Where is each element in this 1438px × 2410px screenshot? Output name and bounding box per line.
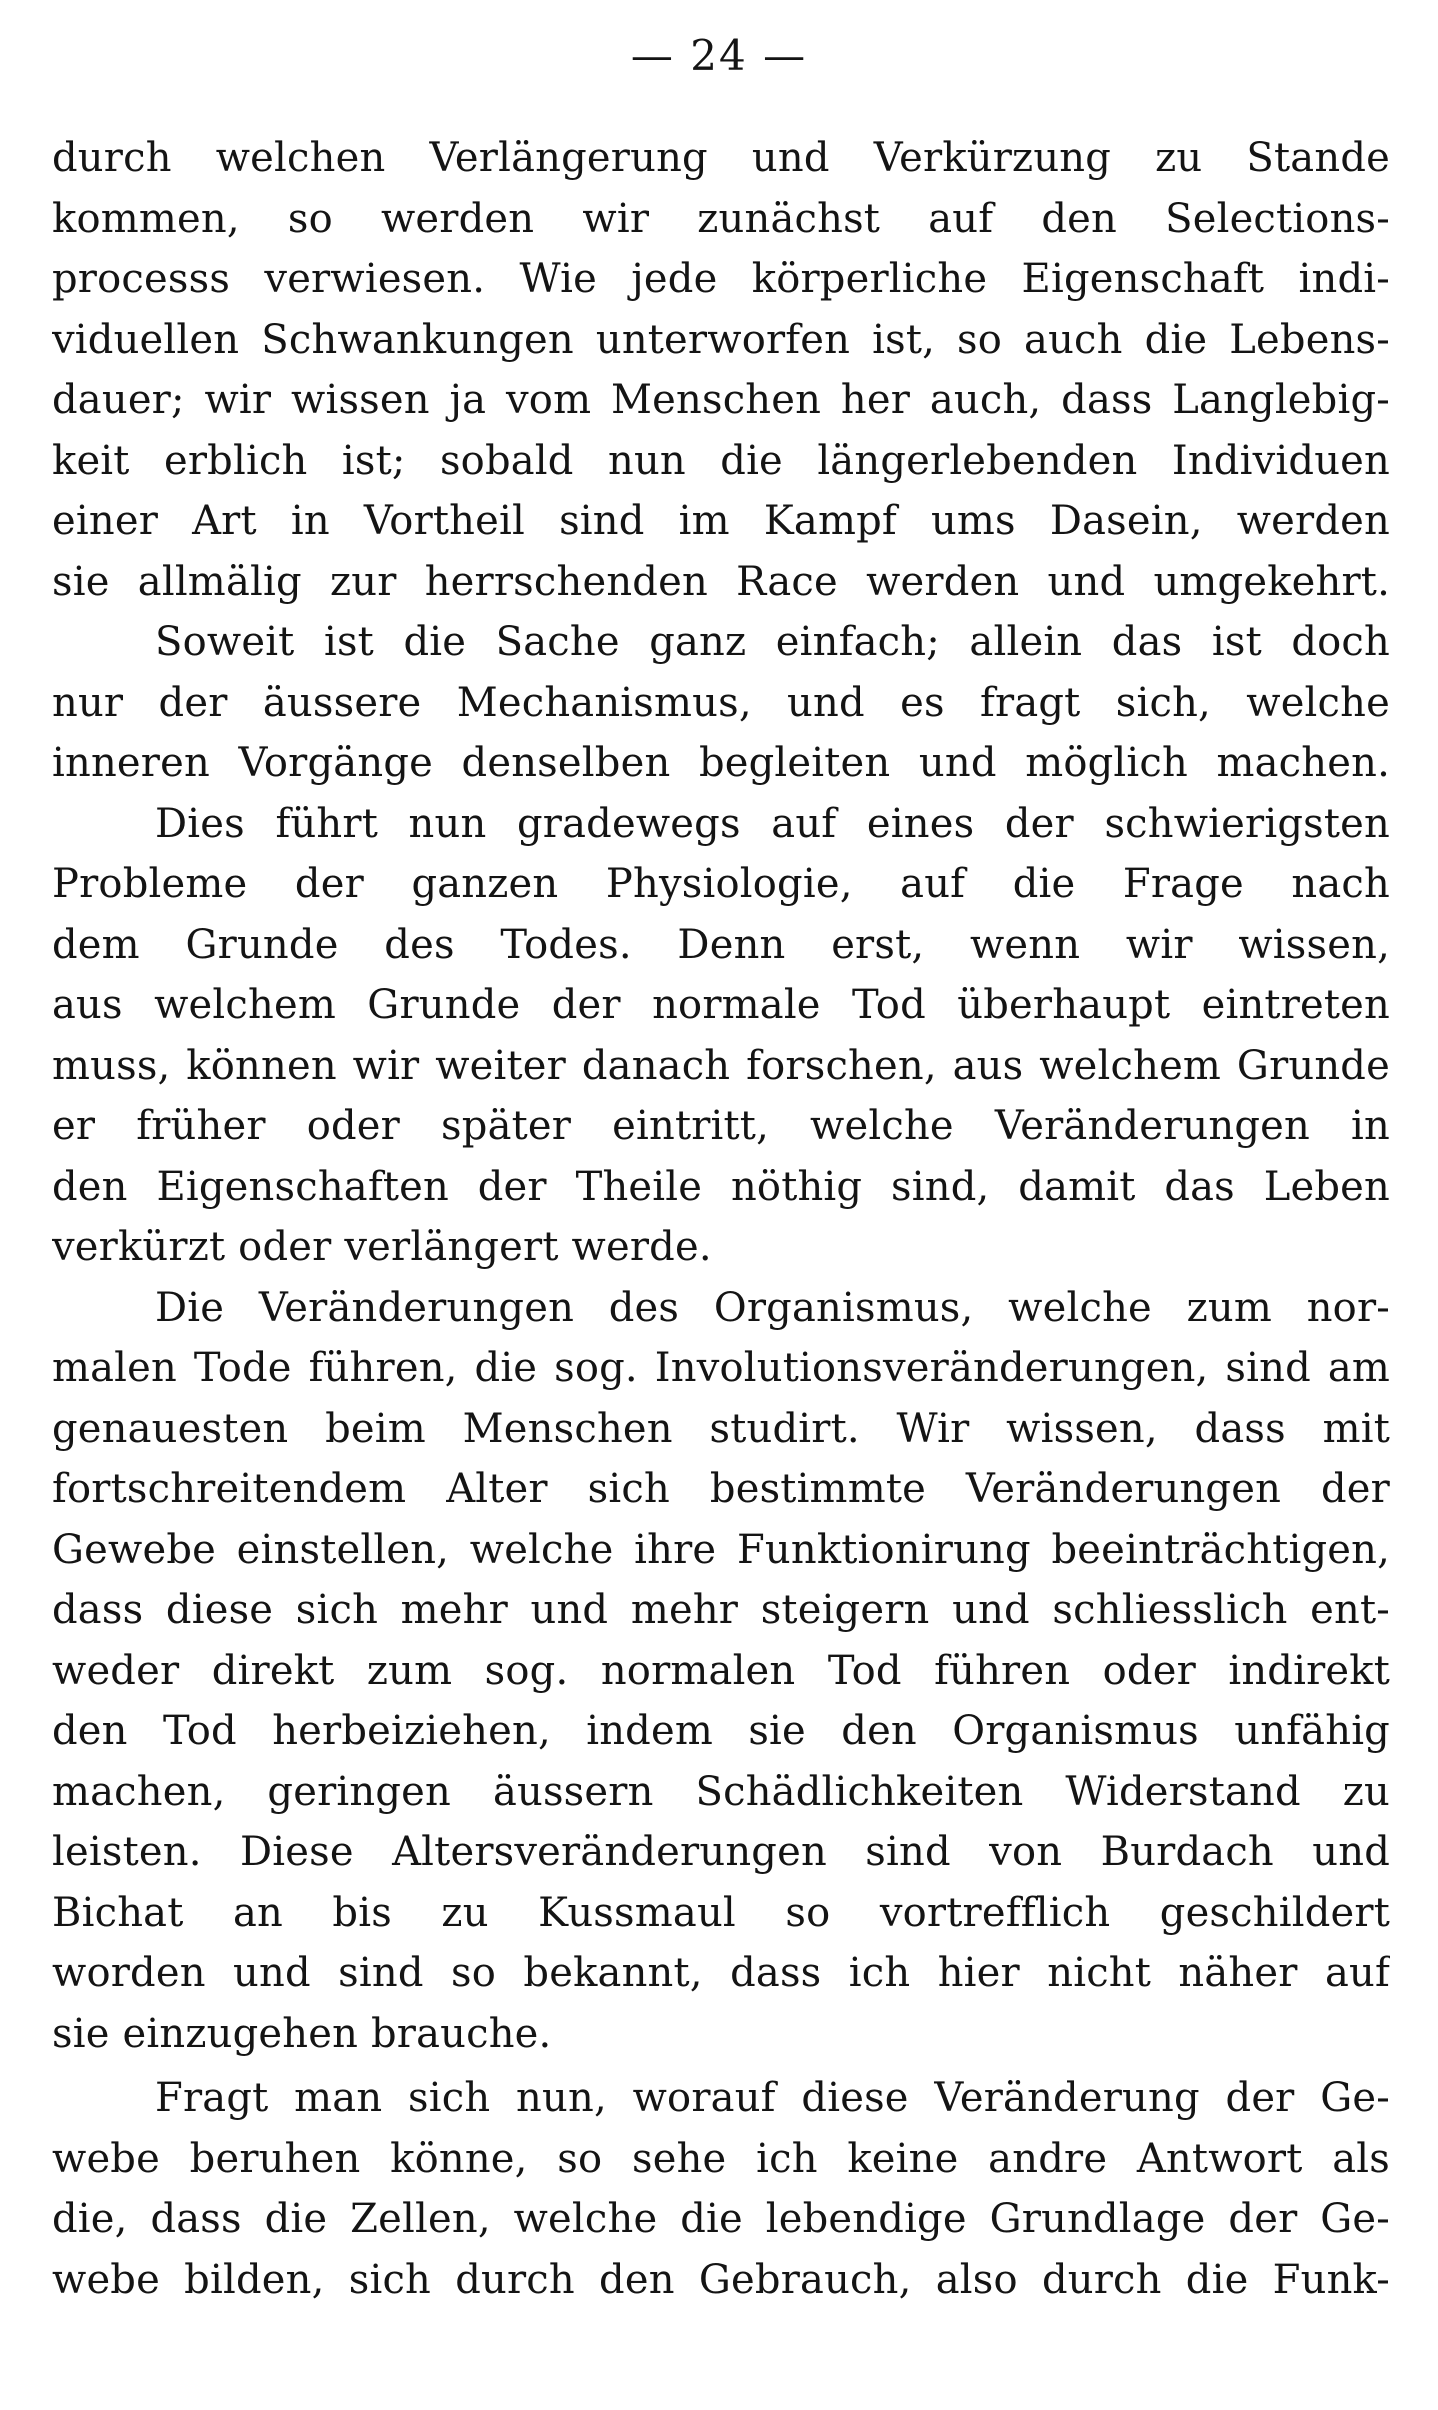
- text-line: weder direkt zum sog. normalen Tod führen oder indirekt: [52, 1647, 1390, 1694]
- text-line: kommen, so werden wir zunächst auf den Selections-: [52, 195, 1390, 242]
- text-line: durch welchen Verlängerung und Verkürzung zu Stande: [52, 135, 1390, 181]
- body-text: [52, 128, 1390, 2310]
- text-line: webe beruhen könne, so sehe ich keine andre Antwort als: [52, 2135, 1390, 2182]
- text-line: processs verwiesen. Wie jede körperliche Eigenschaft indi-: [52, 256, 1390, 302]
- text-line: die, dass die Zellen, welche die lebendige Grundlage der Ge-: [52, 2196, 1390, 2242]
- text-line: Die Veränderungen des Organismus, welche zum nor-: [155, 1284, 1390, 1331]
- text-line: muss, können wir weiter danach forschen, aus welchem Grunde: [52, 1042, 1390, 1089]
- text-line: Fragt man sich nun, worauf diese Veränderung der Ge-: [155, 2075, 1390, 2121]
- text-line: malen Tode führen, die sog. Involutionsveränderungen, sind am: [52, 1345, 1390, 1391]
- text-line: webe bilden, sich durch den Gebrauch, also durch die Funk-: [52, 2256, 1390, 2303]
- text-line: dem Grunde des Todes. Denn erst, wenn wir wissen,: [52, 921, 1390, 968]
- text-line: den Eigenschaften der Theile nöthig sind, damit das Leben: [52, 1163, 1390, 1210]
- text-line: Soweit ist die Sache ganz einfach; allein das ist doch: [155, 619, 1390, 665]
- text-line: Probleme der ganzen Physiologie, auf die Frage nach: [52, 861, 1390, 907]
- text-line: keit erblich ist; sobald nun die längerlebenden Individuen: [52, 437, 1390, 484]
- text-line: sie einzugehen brauche.: [52, 2010, 552, 2057]
- text-line: machen, geringen äussern Schädlichkeiten Widerstand zu: [52, 1768, 1390, 1815]
- text-line: nur der äussere Mechanismus, und es fragt sich, welche: [52, 679, 1390, 726]
- text-line: leisten. Diese Altersveränderungen sind von Burdach und: [52, 1829, 1390, 1875]
- text-line: fortschreitendem Alter sich bestimmte Veränderungen der: [52, 1466, 1390, 1512]
- text-line: aus welchem Grunde der normale Tod überhaupt eintreten: [52, 982, 1390, 1028]
- text-line: verkürzt oder verlängert werde.: [52, 1224, 712, 1270]
- text-line: genauesten beim Menschen studirt. Wir wissen, dass mit: [52, 1405, 1390, 1452]
- text-line: den Tod herbeiziehen, indem sie den Organismus unfähig: [52, 1708, 1390, 1754]
- text-line: inneren Vorgänge denselben begleiten und möglich machen.: [52, 740, 1390, 786]
- text-line: Dies führt nun gradewegs auf eines der schwierigsten: [155, 800, 1390, 847]
- text-line: viduellen Schwankungen unterworfen ist, so auch die Lebens-: [52, 316, 1390, 363]
- page-number: — 24 —: [630, 31, 808, 80]
- text-line: Bichat an bis zu Kussmaul so vortrefflich geschildert: [52, 1889, 1390, 1936]
- text-line: einer Art in Vortheil sind im Kampf ums Dasein, werden: [52, 498, 1390, 544]
- text-line: worden und sind so bekannt, dass ich hier nicht näher auf: [52, 1950, 1390, 1996]
- text-line: sie allmälig zur herrschenden Race werden und umgekehrt.: [52, 558, 1390, 605]
- text-line: Gewebe einstellen, welche ihre Funktionirung beeinträchtigen,: [52, 1526, 1390, 1573]
- text-line: dauer; wir wissen ja vom Menschen her auch, dass Langlebig-: [52, 377, 1390, 423]
- text-line: dass diese sich mehr und mehr steigern und schliesslich ent-: [52, 1587, 1390, 1633]
- text-line: er früher oder später eintritt, welche Veränderungen in: [52, 1103, 1390, 1149]
